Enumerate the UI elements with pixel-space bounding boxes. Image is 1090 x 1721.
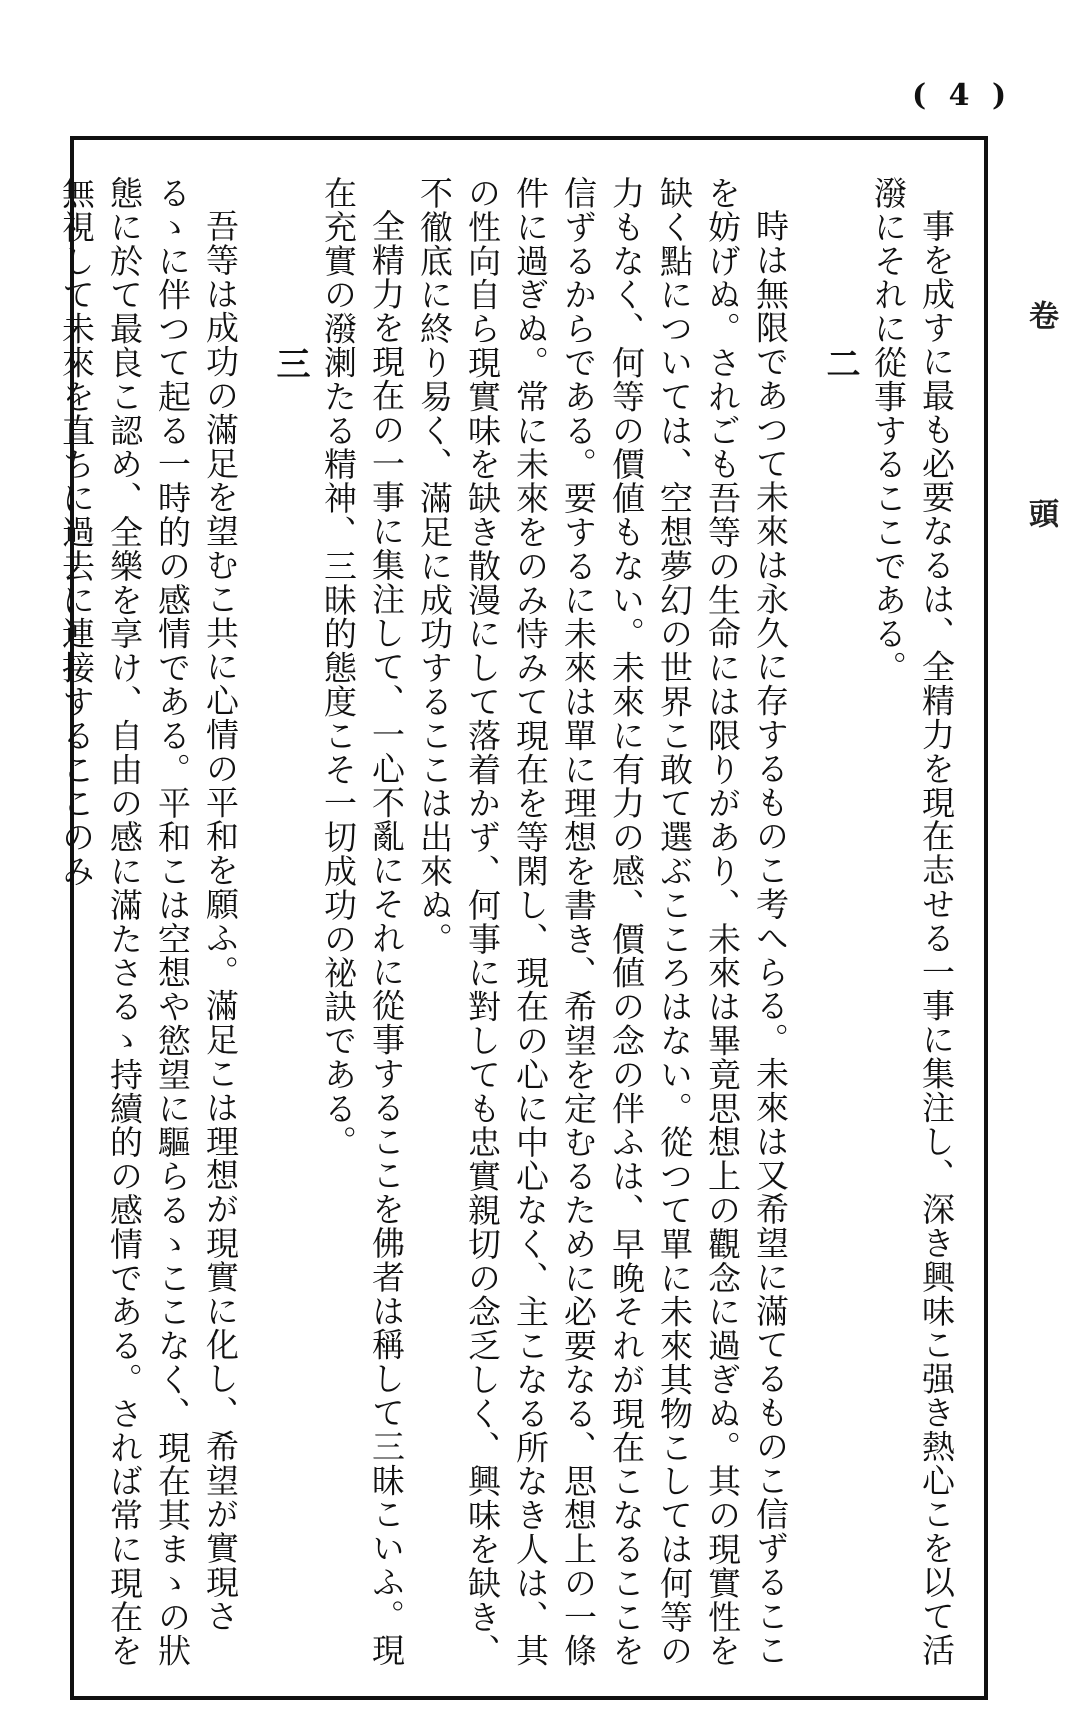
section-paragraph: 時は無限であつて未來は永久に存するものこ考へらる。未來は又希望に滿てるものこ信ずるここを妨げぬ。されごも吾等の生命には限りがあり、未來は畢竟思想上の觀念に過ぎぬ。其の現實性を缺く點については、空想夢幻の世界こ敢て選ぶこころはない。從つて單に未來其物こしては何等の力もなく、何等の價値もない。未來に有力の感、價値の念の伴ふは、早晚それが現在こなるここを信ずるからである。要するに未來は單に理想を書き、希望を定むるために必要なる、思想上の一條件に過ぎぬ。常に未來をのみ恃みて現在を等閑し、現在の心に中心なく、主こなる所なき人は、其の性向自ら現實味を缺き散漫にして落着かず、何事に對しても忠實親切の念乏しく、興味を缺き、不徹底に終り易く、滿足に成功するここは出來ぬ。 [415,176,790,1668]
page-number: ( 4 ) [912,78,1013,113]
section-paragraph: 吾等は成功の滿足を望むこ共に心情の平和を願ふ。滿足こは理想が現實に化し、希望が實現さるゝに伴つて起る一時的の感情である。平和こは空想や慾望に驅らるゝここなく、現在其まゝの狀態に於て最良こ認め、全樂を享け、自由の感に滿たさるゝ持續的の感情である。されば常に現在を無視して未來を直ちに過去に連接するここのみ [57,176,240,1668]
section-heading-three: 三 [270,346,310,381]
section-paragraph: 全精力を現在の一事に集注して、一心不亂にそれに從事するここを佛者は稱して三昧こいふ。現在充實の潑溂たる精神、三昧的態度こそ一切成功の祕訣である。 [319,176,406,1667]
section-paragraph: 事を成すに最も必要なるは、全精力を現在志せる一事に集注し、深き興味こ强き熱心こを以て活潑にそれに從事するここである。 [869,176,956,1667]
text-body [57,176,960,1676]
chapter-title: 卷頭 [1023,300,1058,696]
section-heading-two: 二 [820,346,860,381]
